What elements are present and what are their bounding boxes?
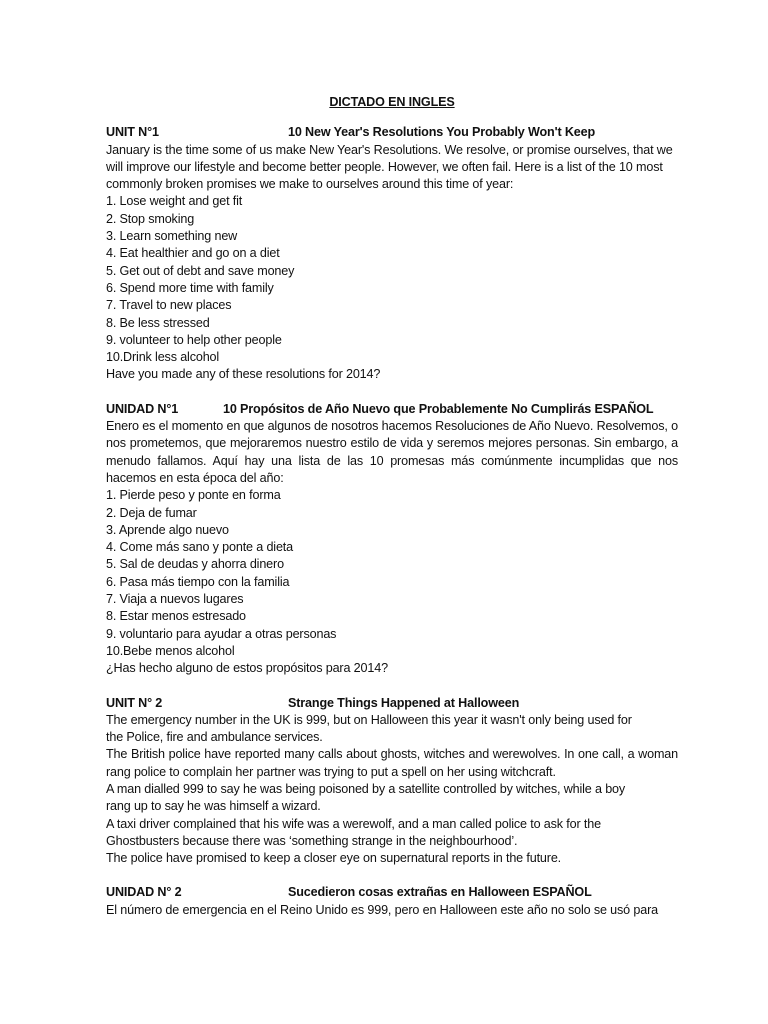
- document-body: [106, 94, 678, 936]
- body-line: The emergency number in the UK is 999, but on Halloween this year it wasn't only being used for: [106, 712, 632, 727]
- list-item: 3. Aprende algo nuevo: [106, 522, 229, 537]
- list-item: 1. Pierde peso y ponte en forma: [106, 488, 281, 503]
- body-line: the Police, fire and ambulance services.: [106, 730, 323, 745]
- unit-label: UNIDAD N°1: [106, 401, 179, 416]
- section-title: Strange Things Happened at Halloween: [288, 695, 520, 710]
- section-title: 10 Propósitos de Año Nuevo que Probablemente No Cumplirás ESPAÑOL: [223, 401, 654, 416]
- list-item: 7. Viaja a nuevos lugares: [106, 592, 244, 607]
- list-item: 6. Pasa más tiempo con la familia: [106, 574, 290, 589]
- list-item: 6. Spend more time with family: [106, 280, 274, 295]
- closing-question: Have you made any of these resolutions for 2014?: [106, 367, 381, 382]
- list-item: 1. Lose weight and get fit: [106, 194, 243, 209]
- section-unit-2-english: [106, 695, 678, 868]
- list-item: 3. Learn something new: [106, 229, 238, 244]
- section-title: Sucedieron cosas extrañas en Halloween ESPAÑOL: [288, 885, 592, 900]
- body-line: Ghostbusters because there was ‘something strange in the neighbourhood’.: [106, 833, 518, 848]
- section-unidad-2-spanish: [106, 884, 678, 919]
- body-line: The police have promised to keep a closer eye on supernatural reports in the future.: [106, 851, 562, 866]
- body-line: rang up to say he was himself a wizard.: [106, 799, 321, 814]
- section-heading: [106, 884, 678, 901]
- list-item: 2. Deja de fumar: [106, 505, 197, 520]
- list-item: 7. Travel to new places: [106, 298, 232, 313]
- body-line: A taxi driver complained that his wife was a werewolf, and a man called police to ask for the: [106, 816, 601, 831]
- list-item: 9. volunteer to help other people: [106, 332, 282, 347]
- resolutions-list: [106, 487, 678, 660]
- list-item: 9. voluntario para ayudar a otras personas: [106, 626, 337, 641]
- list-item: 5. Get out of debt and save money: [106, 263, 295, 278]
- intro-paragraph: Enero es el momento en que algunos de nosotros hacemos Resoluciones de Año Nuevo. Resolvemos, o nos prometemos, que mejoraremos nuestro estilo de vida y seremos mejores personas. Sin embargo, a menudo fallamos. Aquí hay una lista de las 10 promesas más comúnmente incumplidas que nos hacemos en esta época del año:: [106, 419, 678, 485]
- list-item: 4. Come más sano y ponte a dieta: [106, 540, 294, 555]
- list-item: 10.Bebe menos alcohol: [106, 643, 235, 658]
- section-heading: [106, 695, 678, 712]
- section-heading: [106, 401, 678, 418]
- resolutions-list: [106, 193, 678, 366]
- section-unit-1-english: [106, 124, 678, 383]
- body-paragraph: The British police have reported many calls about ghosts, witches and werewolves. In one call, a woman rang police to complain her partner was trying to put a spell on her using witchcraft.: [106, 747, 678, 779]
- section-title: 10 New Year's Resolutions You Probably Won't Keep: [288, 125, 596, 140]
- unit-label: UNIDAD N° 2: [106, 885, 182, 900]
- body-line: El número de emergencia en el Reino Unido es 999, pero en Halloween este año no solo se usó para: [106, 902, 658, 917]
- document-title: DICTADO EN INGLES: [329, 95, 455, 109]
- body-line: A man dialled 999 to say he was being poisoned by a satellite controlled by witches, while a boy: [106, 781, 626, 796]
- closing-question: ¿Has hecho alguno de estos propósitos para 2014?: [106, 661, 388, 676]
- section-unidad-1-spanish: [106, 401, 678, 678]
- intro-paragraph: January is the time some of us make New Year's Resolutions. We resolve, or promise ourselves, that we will improve our lifestyle and become better people. However, we often fail. Here is a list of the 10 most commonly broken promises we make to ourselves around this time of year:: [106, 142, 673, 192]
- unit-label: UNIT N° 2: [106, 695, 163, 710]
- list-item: 8. Estar menos estresado: [106, 609, 246, 624]
- list-item: 2. Stop smoking: [106, 211, 195, 226]
- section-heading: [106, 124, 678, 141]
- list-item: 4. Eat healthier and go on a diet: [106, 246, 280, 261]
- list-item: 8. Be less stressed: [106, 315, 210, 330]
- list-item: 5. Sal de deudas y ahorra dinero: [106, 557, 284, 572]
- unit-label: UNIT N°1: [106, 125, 159, 140]
- list-item: 10.Drink less alcohol: [106, 350, 220, 365]
